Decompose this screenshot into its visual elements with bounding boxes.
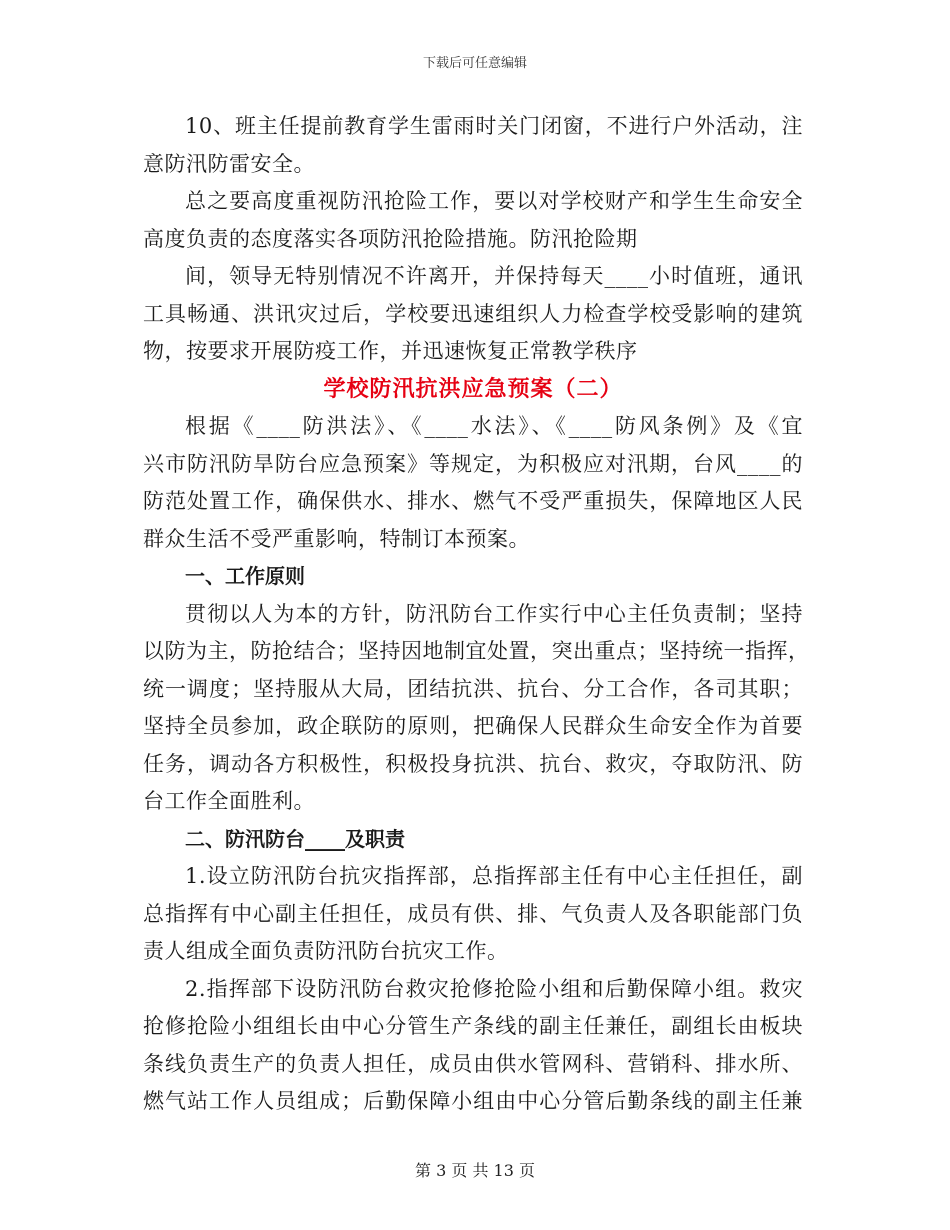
text-line: 意防汛防雷安全。 bbox=[143, 151, 315, 176]
text-line: 责人组成全面负责防汛防台抗灾工作。 bbox=[143, 939, 509, 963]
text-line: 总之要高度重视防汛抢险工作，要以对学校财产和学生生命安全 bbox=[185, 189, 803, 213]
text-line: 间，领导无特别情况不许离开，并保持每天____小时值班，通讯 bbox=[185, 264, 803, 288]
text-line: 兴市防汛防旱防台应急预案》等规定，为积极应对汛期，台风____的 bbox=[143, 451, 803, 476]
text-line: 总指挥有中心副主任担任，成员有供、排、气负责人及各职能部门负 bbox=[143, 901, 803, 926]
heading-work-principles: 一、工作原则 bbox=[185, 564, 305, 588]
text-line: 台工作全面胜利。 bbox=[143, 789, 315, 813]
text-line: 以防为主，防抢结合；坚持因地制宜处置，突出重点；坚持统一指挥， bbox=[143, 639, 810, 663]
document-body bbox=[143, 108, 810, 1121]
text-line: 物，按要求开展防疫工作，并迅速恢复正常教学秩序 bbox=[143, 339, 638, 363]
paragraph-item-10 bbox=[143, 108, 803, 183]
text-line: 根据《____防洪法》、《____水法》、《____防风条例》及《宜 bbox=[185, 414, 803, 438]
text-line: 抢修抢险小组组长由中心分管生产条线的副主任兼任，副组长由板块 bbox=[143, 1014, 803, 1038]
paragraph-item-2 bbox=[143, 971, 803, 1121]
text-line: 2.指挥部下设防汛防台救灾抢修抢险小组和后勤保障小组。救灾 bbox=[185, 976, 803, 1001]
paragraph-item-1 bbox=[143, 858, 803, 971]
text-line: 1.设立防汛防台抗灾指挥部，总指挥部主任有中心主任担任，副 bbox=[185, 864, 803, 888]
text-line: 统一调度；坚持服从大局，团结抗洪、抗台、分工合作，各司其职； bbox=[143, 676, 803, 701]
section-title: 学校防汛抗洪应急预案（二） bbox=[323, 376, 623, 402]
paragraph-principles bbox=[143, 596, 810, 821]
text-line: 10、班主任提前教育学生雷雨时关门闭窗，不进行户外活动，注 bbox=[185, 114, 803, 138]
heading-organization-duties: 二、防汛防台____及职责 bbox=[185, 826, 405, 851]
text-line: 工具畅通、洪讯灾过后，学校要迅速组织人力检查学校受影响的建筑 bbox=[143, 301, 803, 326]
text-line: 坚持全员参加，政企联防的原则，把确保人民群众生命安全作为首要 bbox=[143, 714, 803, 738]
text-line: 条线负责生产的负责人担任，成员由供水管网科、营销科、排水所、 bbox=[143, 1051, 803, 1076]
text-line: 群众生活不受严重影响，特制订本预案。 bbox=[143, 526, 530, 551]
text-line: 贯彻以人为本的方针，防汛防台工作实行中心主任负责制；坚持 bbox=[185, 601, 803, 626]
page-header-note: 下载后可任意编辑 bbox=[422, 56, 527, 71]
page-number-footer: 第 3 页 共 13 页 bbox=[415, 1161, 535, 1180]
text-line: 防范处置工作，确保供水、排水、燃气不受严重损失，保障地区人民 bbox=[143, 489, 803, 513]
text-line: 高度负责的态度落实各项防汛抢险措施。防汛抢险期 bbox=[143, 226, 638, 251]
paragraph-intro bbox=[143, 408, 803, 558]
text-line: 任务，调动各方积极性，积极投身抗洪、抗台、救灾，夺取防汛、防 bbox=[143, 751, 803, 776]
paragraph-duty bbox=[143, 258, 803, 371]
paragraph-summary bbox=[143, 183, 803, 258]
text-line: 燃气站工作人员组成；后勤保障小组由中心分管后勤条线的副主任兼 bbox=[143, 1089, 803, 1113]
